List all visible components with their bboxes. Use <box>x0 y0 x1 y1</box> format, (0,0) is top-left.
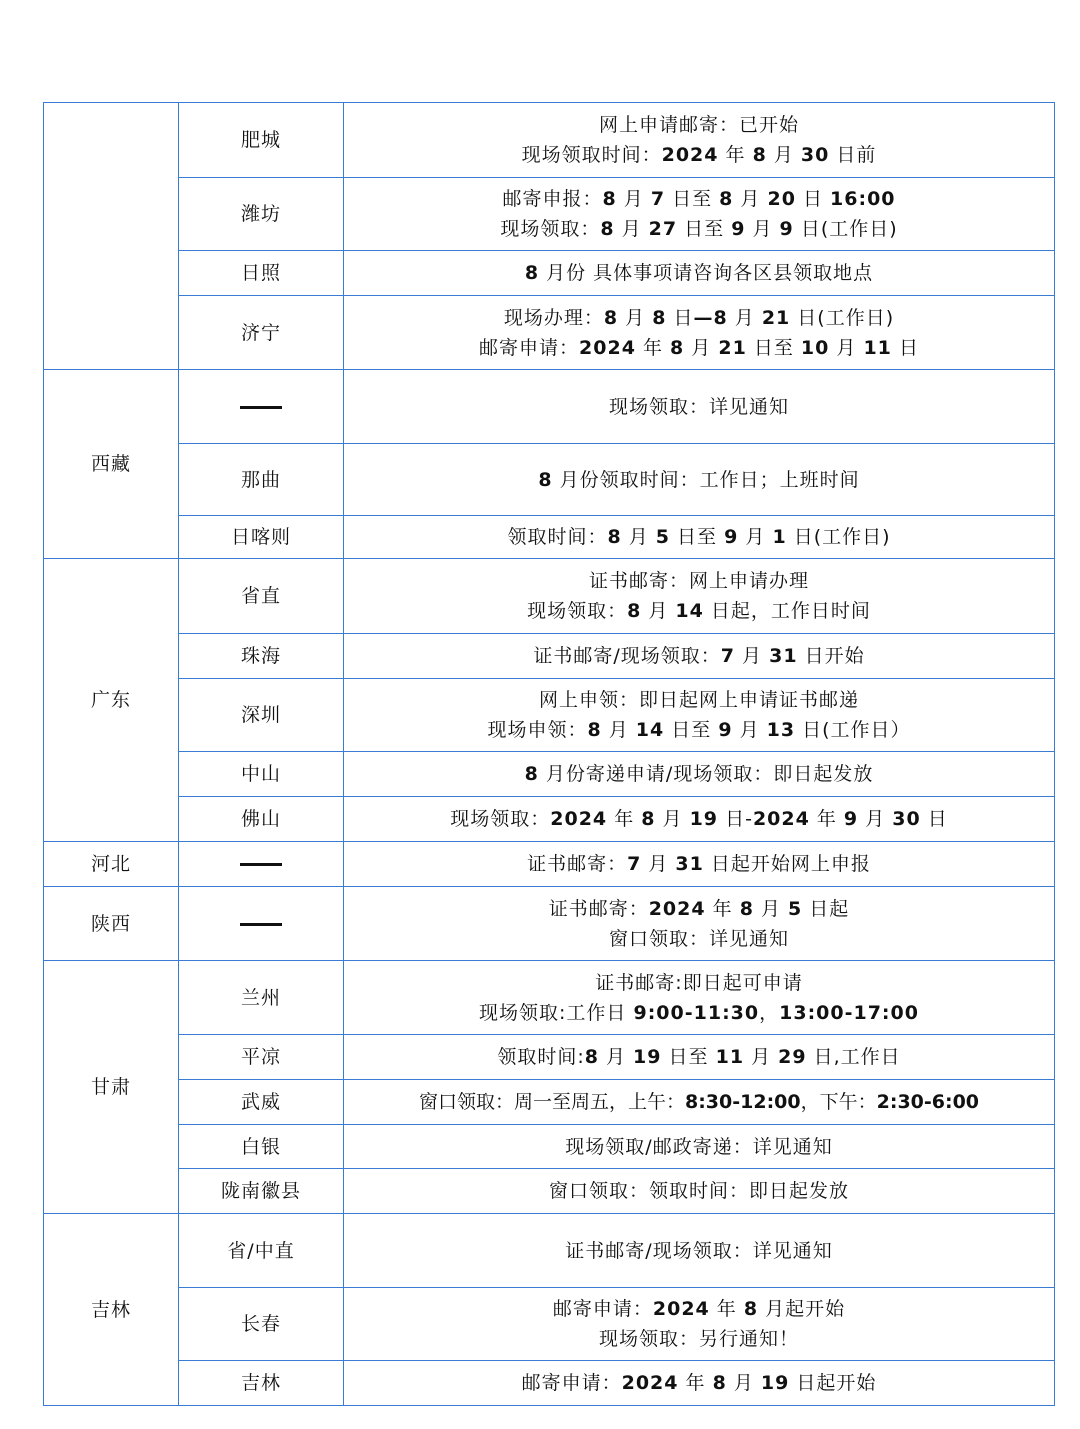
table-row <box>44 1169 1055 1214</box>
info-line: 邮寄申请：2024 年 8 月 21 日至 10 月 11 日 <box>479 336 919 359</box>
info-cell <box>344 887 1055 961</box>
province-cell <box>44 103 179 370</box>
table-row <box>44 1035 1055 1080</box>
certificate-collection-table <box>43 102 1055 1406</box>
city-cell: 深圳 <box>179 679 344 752</box>
city-cell: 吉林 <box>179 1361 344 1406</box>
city-cell: 肥城 <box>179 103 344 178</box>
info-line: 证书邮寄/现场领取：详见通知 <box>565 1239 833 1262</box>
info-line: 现场领取：8 月 14 日起，工作日时间 <box>527 600 871 622</box>
city-cell: 日喀则 <box>179 516 344 559</box>
info-cell <box>344 178 1055 251</box>
table-row <box>44 961 1055 1035</box>
info-line: 网上申请邮寄：已开始 <box>598 114 799 136</box>
table-row <box>44 103 1055 178</box>
city-cell <box>179 842 344 887</box>
table-row <box>44 296 1055 370</box>
info-cell <box>344 296 1055 370</box>
table-row <box>44 178 1055 251</box>
city-cell <box>179 370 344 444</box>
info-cell <box>344 634 1055 679</box>
dash-placeholder <box>240 923 282 926</box>
info-line: 现场领取：另行通知！ <box>598 1328 799 1350</box>
info-cell <box>344 961 1055 1035</box>
city-cell: 潍坊 <box>179 178 344 251</box>
city-cell: 武威 <box>179 1080 344 1125</box>
table-row <box>44 1361 1055 1406</box>
info-line: 邮寄申请：2024 年 8 月起开始 <box>552 1298 846 1320</box>
table-row <box>44 634 1055 679</box>
info-line: 现场领取：8 月 27 日至 9 月 9 日(工作日) <box>500 218 898 240</box>
info-line: 8 月份寄递申请/现场领取：即日起发放 <box>524 763 874 785</box>
city-cell: 省/中直 <box>179 1214 344 1288</box>
info-cell <box>344 444 1055 516</box>
info-line: 邮寄申请：2024 年 8 月 19 日起开始 <box>521 1372 877 1394</box>
info-cell <box>344 1080 1055 1125</box>
province-cell: 吉林 <box>44 1214 179 1406</box>
info-cell <box>344 1214 1055 1288</box>
city-cell: 日照 <box>179 251 344 296</box>
info-line: 领取时间：8 月 5 日至 9 月 1 日(工作日) <box>507 526 891 548</box>
dash-placeholder <box>240 406 282 409</box>
info-cell <box>344 752 1055 797</box>
province-cell: 陕西 <box>44 887 179 961</box>
info-line: 窗口领取：领取时间：即日起发放 <box>548 1180 849 1202</box>
table-row <box>44 1214 1055 1288</box>
info-line: 8 月份 具体事项请咨询各区县领取地点 <box>524 262 874 284</box>
info-cell <box>344 370 1055 444</box>
city-cell: 省直 <box>179 559 344 634</box>
info-cell <box>344 842 1055 887</box>
table-row <box>44 797 1055 842</box>
info-line: 证书邮寄：网上申请办理 <box>588 570 809 592</box>
info-line: 现场领取/邮政寄递：详见通知 <box>565 1135 833 1158</box>
info-cell <box>344 1361 1055 1406</box>
info-line: 现场办理：8 月 8 日—8 月 21 日(工作日) <box>503 306 895 329</box>
city-cell: 白银 <box>179 1125 344 1169</box>
info-cell <box>344 679 1055 752</box>
table-row <box>44 842 1055 887</box>
province-cell: 甘肃 <box>44 961 179 1214</box>
info-cell <box>344 559 1055 634</box>
city-cell <box>179 887 344 961</box>
table-row <box>44 516 1055 559</box>
info-line: 领取时间:8 月 19 日至 11 月 29 日,工作日 <box>497 1046 901 1068</box>
info-line: 现场申领：8 月 14 日至 9 月 13 日(工作日） <box>487 719 911 741</box>
info-line: 现场领取：详见通知 <box>608 395 789 418</box>
table-row <box>44 887 1055 961</box>
table-row <box>44 559 1055 634</box>
city-cell: 珠海 <box>179 634 344 679</box>
info-line: 现场领取：2024 年 8 月 19 日-2024 年 9 月 30 日 <box>450 808 948 830</box>
info-cell <box>344 797 1055 842</box>
table-row <box>44 1125 1055 1169</box>
info-line: 窗口领取：详见通知 <box>608 927 789 950</box>
info-line: 证书邮寄:即日起可申请 <box>595 971 803 994</box>
info-line: 邮寄申报：8 月 7 日至 8 月 20 日 16:00 <box>502 188 896 210</box>
info-line: 现场领取:工作日 9:00-11:30，13:00-17:00 <box>479 1001 919 1024</box>
info-cell <box>344 103 1055 178</box>
info-cell <box>344 516 1055 559</box>
dash-placeholder <box>240 863 282 866</box>
city-cell: 陇南徽县 <box>179 1169 344 1214</box>
info-cell <box>344 251 1055 296</box>
table-row <box>44 444 1055 516</box>
info-cell <box>344 1035 1055 1080</box>
table-row <box>44 1080 1055 1125</box>
info-line: 窗口领取：周一至周五，上午：8:30-12:00，下午：2:30-6:00 <box>418 1091 980 1113</box>
city-cell: 那曲 <box>179 444 344 516</box>
province-cell: 西藏 <box>44 370 179 559</box>
info-line: 证书邮寄/现场领取：7 月 31 日开始 <box>533 645 865 667</box>
province-cell: 河北 <box>44 842 179 887</box>
city-cell: 济宁 <box>179 296 344 370</box>
table-row <box>44 752 1055 797</box>
info-line: 8 月份领取时间：工作日；上班时间 <box>538 468 860 491</box>
table-row <box>44 251 1055 296</box>
table-row <box>44 679 1055 752</box>
table-row <box>44 370 1055 444</box>
info-line: 证书邮寄：2024 年 8 月 5 日起 <box>548 897 850 920</box>
info-line: 网上申领：即日起网上申请证书邮递 <box>538 689 859 711</box>
city-cell: 佛山 <box>179 797 344 842</box>
info-cell <box>344 1288 1055 1361</box>
province-cell: 广东 <box>44 559 179 842</box>
info-cell <box>344 1169 1055 1214</box>
info-line: 现场领取时间：2024 年 8 月 30 日前 <box>521 144 877 166</box>
table-row <box>44 1288 1055 1361</box>
info-line: 证书邮寄：7 月 31 日起开始网上申报 <box>527 853 871 875</box>
city-cell: 平凉 <box>179 1035 344 1080</box>
city-cell: 兰州 <box>179 961 344 1035</box>
city-cell: 长春 <box>179 1288 344 1361</box>
info-cell <box>344 1125 1055 1169</box>
city-cell: 中山 <box>179 752 344 797</box>
